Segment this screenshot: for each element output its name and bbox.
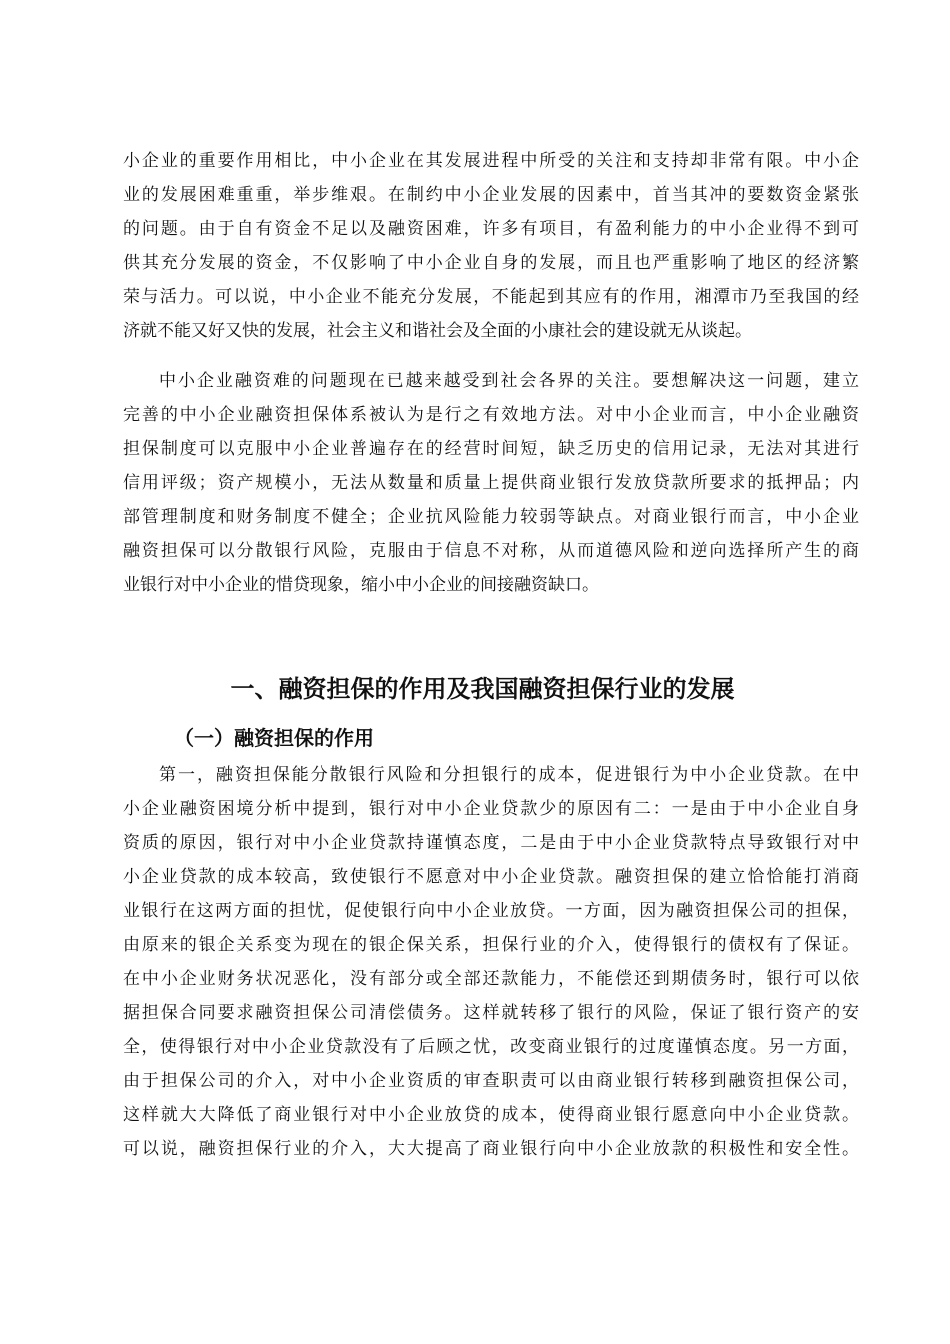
section-heading: 一、融资担保的作用及我国融资担保行业的发展	[230, 675, 735, 703]
paragraph-3-line-6: 由原来的银企关系变为现在的银企保关系，担保行业的介入，使得银行的债权有了保证。	[123, 935, 859, 955]
paragraph-1-line-1: 小企业的重要作用相比，中小企业在其发展进程中所受的关注和支持却非常有限。中小企	[123, 151, 859, 171]
paragraph-1-line-5: 荣与活力。可以说，中小企业不能充分发展，不能起到其应有的作用，湘潭市乃至我国的经	[123, 287, 859, 307]
paragraph-2-line-4: 信用评级；资产规模小，无法从数量和质量上提供商业银行发放贷款所要求的抵押品；内	[123, 473, 859, 493]
paragraph-3-line-10: 由于担保公司的介入，对中小企业资质的审查职责可以由商业银行转移到融资担保公司，	[123, 1071, 859, 1091]
paragraph-1-line-3: 的问题。由于自有资金不足以及融资困难，许多有项目，有盈利能力的中小企业得不到可	[123, 219, 859, 239]
paragraph-3-line-5: 业银行在这两方面的担忧，促使银行向中小企业放贷。一方面，因为融资担保公司的担保，	[123, 901, 859, 921]
paragraph-1-line-2: 业的发展困难重重，举步维艰。在制约中小企业发展的因素中，首当其冲的要数资金紧张	[123, 185, 859, 205]
paragraph-3-line-7: 在中小企业财务状况恶化，没有部分或全部还款能力，不能偿还到期债务时，银行可以依	[123, 969, 859, 989]
paragraph-3-line-1: 第一，融资担保能分散银行风险和分担银行的成本，促进银行为中小企业贷款。在中	[159, 765, 859, 785]
paragraph-2-line-7: 业银行对中小企业的惜贷现象，缩小中小企业的间接融资缺口。	[123, 575, 599, 595]
paragraph-2-line-3: 担保制度可以克服中小企业普遍存在的经营时间短，缺乏历史的信用记录，无法对其进行	[123, 439, 859, 459]
paragraph-2-line-6: 融资担保可以分散银行风险，克服由于信息不对称，从而道德风险和逆向选择所产生的商	[123, 541, 859, 561]
paragraph-3-line-2: 小企业融资困境分析中提到，银行对中小企业贷款少的原因有二：一是由于中小企业自身	[123, 799, 859, 819]
subsection-heading: （一）融资担保的作用	[174, 726, 374, 750]
paragraph-2-line-2: 完善的中小企业融资担保体系被认为是行之有效地方法。对中小企业而言，中小企业融资	[123, 405, 859, 425]
paragraph-3-line-12: 可以说，融资担保行业的介入，大大提高了商业银行向中小企业放款的积极性和安全性。	[123, 1139, 859, 1159]
paragraph-1-line-4: 供其充分发展的资金，不仅影响了中小企业自身的发展，而且也严重影响了地区的经济繁	[123, 253, 859, 273]
paragraph-3-line-11: 这样就大大降低了商业银行对中小企业放贷的成本，使得商业银行愿意向中小企业贷款。	[123, 1105, 859, 1125]
paragraph-3-line-3: 资质的原因，银行对中小企业贷款持谨慎态度，二是由于中小企业贷款特点导致银行对中	[123, 833, 859, 853]
paragraph-2-line-5: 部管理制度和财务制度不健全；企业抗风险能力较弱等缺点。对商业银行而言，中小企业	[123, 507, 859, 527]
paragraph-3-line-4: 小企业贷款的成本较高，致使银行不愿意对中小企业贷款。融资担保的建立恰恰能打消商	[123, 867, 859, 887]
paragraph-2-line-1: 中小企业融资难的问题现在已越来越受到社会各界的关注。要想解决这一问题，建立	[159, 371, 859, 391]
paragraph-3-line-9: 全，使得银行对中小企业贷款没有了后顾之忧，改变商业银行的过度谨慎态度。另一方面，	[123, 1037, 859, 1057]
paragraph-3-line-8: 据担保合同要求融资担保公司清偿债务。这样就转移了银行的风险，保证了银行资产的安	[123, 1003, 859, 1023]
paragraph-1-line-6: 济就不能又好又快的发展，社会主义和谐社会及全面的小康社会的建设就无从谈起。	[123, 321, 752, 341]
